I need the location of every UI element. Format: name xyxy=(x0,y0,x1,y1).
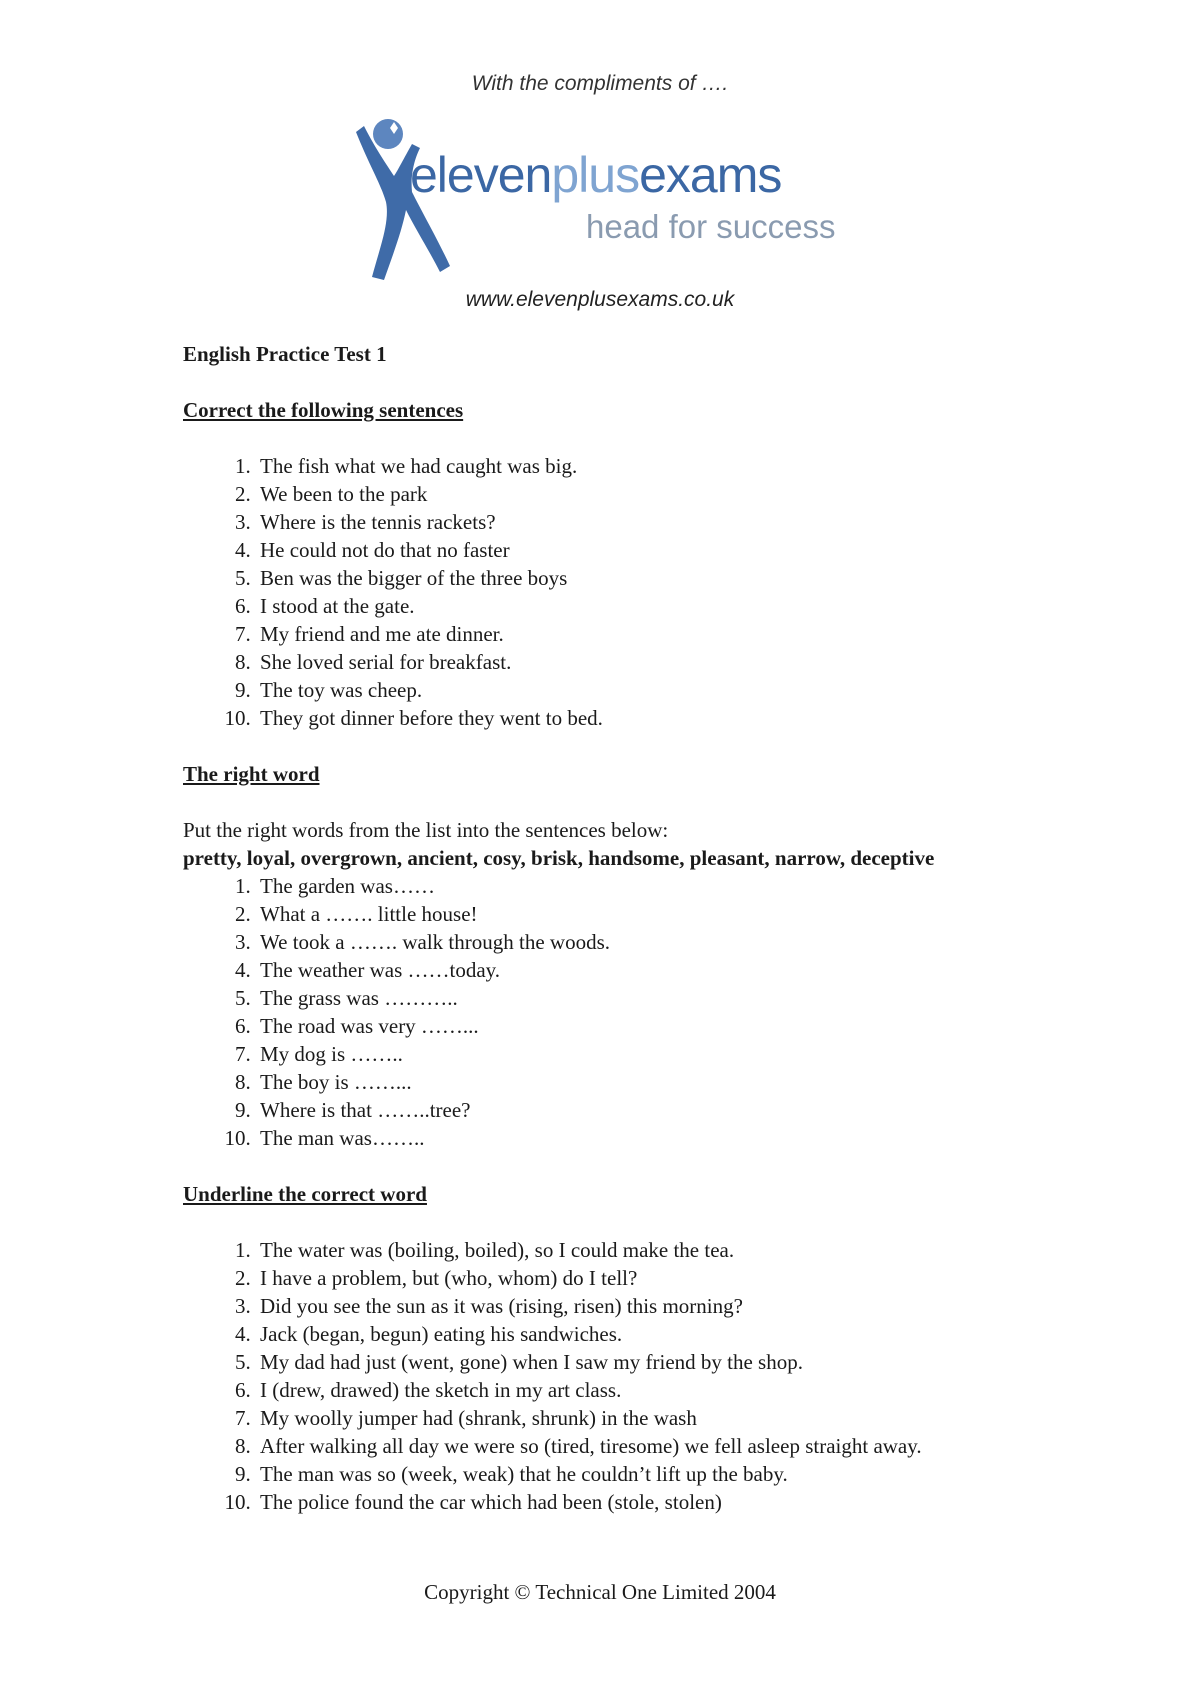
logo-tagline: head for success xyxy=(586,208,836,245)
right-word-wordlist: pretty, loyal, overgrown, ancient, cosy, brisk, handsome, pleasant, narrow, deceptive xyxy=(183,846,935,870)
list-item: 1. The water was (boiling, boiled), so I could make the tea. xyxy=(256,1236,1083,1264)
list-item: 1. The garden was…… xyxy=(256,872,1083,900)
list-item: 7. My dog is …….. xyxy=(256,1040,1083,1068)
list-item: 10. The police found the car which had been (stole, stolen) xyxy=(256,1488,1083,1516)
list-item: 2. We been to the park xyxy=(256,480,1083,508)
list-item: 6. I (drew, drawed) the sketch in my art class. xyxy=(256,1376,1083,1404)
list-item: 3. Where is the tennis rackets? xyxy=(256,508,1083,536)
list-item: 5. My dad had just (went, gone) when I saw my friend by the shop. xyxy=(256,1348,1083,1376)
list-item: 9. The man was so (week, weak) that he couldn’t lift up the baby. xyxy=(256,1460,1083,1488)
svg-text:elevenplusexams xyxy=(410,147,781,203)
test-content xyxy=(183,340,1083,1544)
list-item: 8. The boy is ……... xyxy=(256,1068,1083,1096)
brand-word-3: exams xyxy=(639,147,782,203)
list-item: 10. The man was…….. xyxy=(256,1124,1083,1152)
list-item: 10. They got dinner before they went to bed. xyxy=(256,704,1083,732)
list-item: 2. What a ……. little house! xyxy=(256,900,1083,928)
correct-sentences-list xyxy=(183,452,1083,732)
list-item: 9. The toy was cheep. xyxy=(256,676,1083,704)
list-item: 1. The fish what we had caught was big. xyxy=(256,452,1083,480)
underline-word-list xyxy=(183,1236,1083,1516)
right-word-instruction: Put the right words from the list into the sentences below: xyxy=(183,818,669,842)
section-heading-correct-sentences: Correct the following sentences xyxy=(183,398,464,422)
list-item: 6. The road was very ……... xyxy=(256,1012,1083,1040)
right-word-list xyxy=(183,872,1083,1152)
list-item: 5. The grass was ……….. xyxy=(256,984,1083,1012)
website-url[interactable]: www.elevenplusexams.co.uk xyxy=(465,288,735,311)
list-item: 8. She loved serial for breakfast. xyxy=(256,648,1083,676)
elevenplusexams-logo xyxy=(350,112,850,287)
list-item: 7. My friend and me ate dinner. xyxy=(256,620,1083,648)
section-heading-right-word: The right word xyxy=(183,762,320,786)
list-item: 4. Jack (began, begun) eating his sandwiches. xyxy=(256,1320,1083,1348)
list-item: 4. He could not do that no faster xyxy=(256,536,1083,564)
list-item: 3. Did you see the sun as it was (rising, risen) this morning? xyxy=(256,1292,1083,1320)
section-heading-underline-word: Underline the correct word xyxy=(183,1182,427,1206)
list-item: 3. We took a ……. walk through the woods. xyxy=(256,928,1083,956)
list-item: 4. The weather was ……today. xyxy=(256,956,1083,984)
list-item: 5. Ben was the bigger of the three boys xyxy=(256,564,1083,592)
brand-word-1: eleven xyxy=(410,147,552,203)
list-item: 9. Where is that ……..tree? xyxy=(256,1096,1083,1124)
copyright-notice: Copyright © Technical One Limited 2004 xyxy=(424,1580,776,1604)
brand-word-2: plus xyxy=(551,147,640,203)
list-item: 2. I have a problem, but (who, whom) do I tell? xyxy=(256,1264,1083,1292)
list-item: 6. I stood at the gate. xyxy=(256,592,1083,620)
test-title: English Practice Test 1 xyxy=(183,342,387,366)
list-item: 8. After walking all day we were so (tired, tiresome) we fell asleep straight away. xyxy=(256,1432,1083,1460)
compliments-line: With the compliments of …. xyxy=(471,72,729,95)
list-item: 7. My woolly jumper had (shrank, shrunk) in the wash xyxy=(256,1404,1083,1432)
